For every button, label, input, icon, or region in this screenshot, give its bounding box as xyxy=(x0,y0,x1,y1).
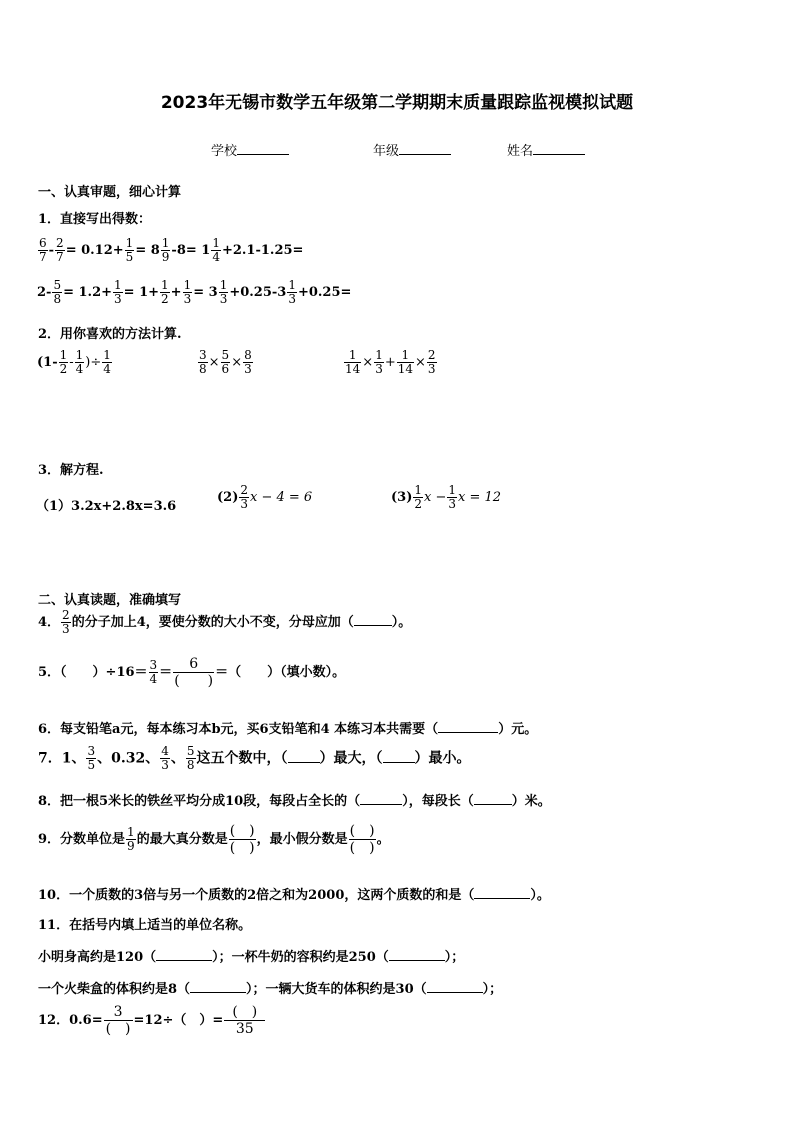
text-segment: ＝ xyxy=(159,665,173,680)
fraction xyxy=(86,745,96,772)
text-segment: 6 xyxy=(221,362,230,376)
text-segment: - xyxy=(48,243,55,258)
fraction xyxy=(38,237,48,264)
text-segment: 3 xyxy=(161,758,169,772)
text-segment: 8 xyxy=(186,758,195,772)
text-segment: 1 xyxy=(212,236,220,250)
text-segment: ）； xyxy=(482,982,503,997)
text-segment: 的最大真分数是 xyxy=(136,832,228,847)
text-segment: 2 xyxy=(161,292,169,306)
fraction xyxy=(198,349,208,376)
text-segment: × xyxy=(362,355,374,370)
text-segment: 6 xyxy=(39,236,47,250)
text-segment: 9 xyxy=(127,839,135,853)
text-segment: ( ) xyxy=(229,823,255,839)
text-segment: 5．（ ）÷16＝ xyxy=(38,665,148,680)
text-segment: x − xyxy=(424,490,447,505)
text-segment: 5 xyxy=(125,250,134,264)
fraction xyxy=(160,745,170,772)
text-segment: 、0.32、 xyxy=(97,750,160,767)
fraction-with-blank[interactable] xyxy=(173,656,214,689)
text-segment: ，最小假分数是 xyxy=(256,832,348,847)
fraction xyxy=(374,349,384,376)
fraction xyxy=(149,659,159,686)
text-segment: = 8 xyxy=(135,243,160,258)
name-blank[interactable] xyxy=(533,154,585,155)
text-segment: ）最大，（ xyxy=(319,750,383,767)
q5 xyxy=(38,656,345,689)
fraction xyxy=(160,279,170,306)
truck-unit-blank[interactable] xyxy=(427,992,483,993)
text-segment: ）；一杯牛奶的容积约是250（ xyxy=(212,950,389,965)
max-proper-fraction-blank[interactable] xyxy=(229,823,256,856)
fraction xyxy=(186,745,196,772)
text-segment: ）米。 xyxy=(511,794,551,809)
text-segment: 的分子加上4，要使分数的大小不变，分母应加（ xyxy=(71,615,354,630)
fraction xyxy=(211,237,221,264)
text-segment: = 1.2+ xyxy=(63,285,113,300)
q1-row2 xyxy=(37,279,351,306)
fraction xyxy=(243,349,253,376)
text-segment: = 1+ xyxy=(123,285,160,300)
fraction xyxy=(59,349,69,376)
text-segment: 2- xyxy=(37,285,52,300)
text-segment: -8= 1 xyxy=(171,243,211,258)
text-segment: 6 xyxy=(189,656,199,672)
text-segment: ( ) xyxy=(349,840,375,856)
text-segment: x = 12 xyxy=(458,490,502,505)
text-segment: 10．一个质数的3倍与另一个质数的2倍之和为2000，这两个质数的和是（ xyxy=(38,888,475,903)
q10-answer-blank[interactable] xyxy=(474,898,530,899)
text-segment: 1 xyxy=(448,483,456,497)
text-segment: 1 xyxy=(75,348,84,362)
text-segment: × xyxy=(208,355,220,370)
text-segment: × xyxy=(231,355,243,370)
text-segment: 4 xyxy=(161,744,169,758)
text-segment: 一个火柴盒的体积约是8（ xyxy=(38,982,191,997)
text-segment: 6．每支铅笔a元，每本练习本b元，买6支铅笔和4 本练习本共需要（ xyxy=(38,722,439,737)
section2-heading: 二、认真读题，准确填写 xyxy=(38,593,182,608)
q2-expr1 xyxy=(37,349,113,376)
milk-unit-blank[interactable] xyxy=(389,960,445,961)
text-segment: 8 xyxy=(244,348,252,362)
text-segment: × xyxy=(415,355,426,370)
text-segment: = 0.12+ xyxy=(65,243,124,258)
text-segment: ）元。 xyxy=(498,722,538,737)
text-segment: ( ) xyxy=(349,823,375,839)
q7-largest-blank[interactable] xyxy=(288,762,320,763)
text-segment: +0.25-3 xyxy=(229,285,287,300)
text-segment: 3 xyxy=(427,362,436,376)
text-segment: 1 xyxy=(219,278,228,292)
fraction xyxy=(219,279,229,306)
text-segment: 12．0.6= xyxy=(38,1013,103,1028)
text-segment: (3) xyxy=(391,490,413,505)
text-segment: 8．把一根5米长的铁丝平均分成10段，每段占全长的（ xyxy=(38,794,361,809)
q11-line2 xyxy=(38,978,502,997)
text-segment: 8 xyxy=(53,292,62,306)
text-segment: 8 xyxy=(199,362,207,376)
q8-fraction-blank[interactable] xyxy=(360,804,402,805)
fraction xyxy=(55,237,65,264)
text-segment: 3 xyxy=(288,292,296,306)
text-segment: 3 xyxy=(375,362,383,376)
text-segment: 35 xyxy=(224,1020,265,1037)
text-segment: 5 xyxy=(53,278,62,292)
height-unit-blank[interactable] xyxy=(156,960,212,961)
text-segment: 4． xyxy=(38,615,61,630)
text-segment: 14 xyxy=(345,362,361,376)
fraction xyxy=(126,826,136,853)
text-segment: + xyxy=(170,285,182,300)
grade-label: 年级 xyxy=(373,144,400,159)
page-title: 2023年无锡市数学五年级第二学期期末质量跟踪监视模拟试题 xyxy=(160,93,634,113)
text-segment: 1 xyxy=(288,278,296,292)
text-segment: ＝（ ）（填小数）。 xyxy=(215,665,346,680)
text-segment: ）； xyxy=(444,950,465,965)
q12 xyxy=(38,1004,266,1037)
text-segment: 3 xyxy=(199,348,207,362)
text-segment: 1 xyxy=(401,348,410,362)
fraction xyxy=(397,349,414,376)
text-segment: ( ) xyxy=(232,1004,258,1020)
text-segment: 1 xyxy=(125,236,134,250)
fraction xyxy=(102,349,112,376)
text-segment: 3 xyxy=(87,744,96,758)
fraction-with-blank[interactable] xyxy=(104,1004,133,1037)
text-segment: - xyxy=(69,355,74,370)
text-segment: 3 xyxy=(113,1004,123,1020)
text-segment: 1 xyxy=(414,483,422,497)
fraction xyxy=(75,349,85,376)
text-segment: 7 xyxy=(39,250,47,264)
fraction xyxy=(221,349,231,376)
school-field[interactable] xyxy=(211,140,289,159)
fraction xyxy=(52,279,62,306)
text-segment: 小明身高约是120（ xyxy=(38,950,157,965)
text-segment: 2 xyxy=(427,348,436,362)
text-segment: 3 xyxy=(448,497,456,511)
text-segment: ）最小。 xyxy=(414,750,471,767)
text-segment: 3 xyxy=(240,497,248,511)
text-segment: 7 xyxy=(56,250,64,264)
text-segment: + xyxy=(384,355,396,370)
text-segment: ）；一辆大货车的体积约是30（ xyxy=(246,982,427,997)
fraction xyxy=(287,279,297,306)
text-segment: +0.25= xyxy=(297,285,352,300)
text-segment: ）。 xyxy=(530,888,550,903)
text-segment: 3 xyxy=(244,362,252,376)
text-segment: )÷ xyxy=(85,355,102,370)
text-segment: ( ) xyxy=(174,673,214,689)
q4 xyxy=(38,609,411,636)
min-improper-fraction-blank[interactable] xyxy=(349,823,376,856)
text-segment: (2) xyxy=(217,490,239,505)
text-segment: 3 xyxy=(149,658,158,672)
text-segment: 3 xyxy=(183,292,192,306)
q3-eq1: （1）3.2x+2.8x=3.6 xyxy=(36,499,177,514)
text-segment: 1 xyxy=(183,278,192,292)
text-segment: 3 xyxy=(219,292,228,306)
q3-label: 3．解方程. xyxy=(38,463,104,478)
fraction xyxy=(183,279,193,306)
text-segment: 2 xyxy=(56,236,64,250)
text-segment: ）。 xyxy=(391,615,412,630)
text-segment: +2.1-1.25= xyxy=(221,243,304,258)
school-blank[interactable] xyxy=(237,154,289,155)
text-segment: 2 xyxy=(414,497,422,511)
fraction xyxy=(61,609,71,636)
fraction xyxy=(161,237,171,264)
text-segment: 1 xyxy=(59,348,68,362)
text-segment: =12÷（ ）= xyxy=(133,1013,224,1028)
q7 xyxy=(38,745,471,772)
q1-label: 1．直接写出得数： xyxy=(38,212,152,227)
text-segment: 1 xyxy=(161,278,169,292)
text-segment: 3 xyxy=(114,292,122,306)
text-segment: ），每段长（ xyxy=(402,794,474,809)
text-segment: 2 xyxy=(62,608,70,622)
q8-length-blank[interactable] xyxy=(474,804,512,805)
text-segment: 5 xyxy=(87,758,96,772)
q11-label: 11．在括号内填上适当的单位名称。 xyxy=(38,918,252,933)
q11-line1 xyxy=(38,946,464,965)
fraction xyxy=(344,349,361,376)
text-segment: 这五个数中，（ xyxy=(196,750,288,767)
text-segment: 5 xyxy=(221,348,230,362)
grade-blank[interactable] xyxy=(399,154,451,155)
q10 xyxy=(38,884,550,903)
text-segment: 9 xyxy=(161,250,170,264)
fraction-with-blank[interactable] xyxy=(224,1004,265,1037)
text-segment: 14 xyxy=(397,362,414,376)
fraction xyxy=(413,484,423,511)
text-segment: 1 xyxy=(161,236,170,250)
text-segment: 1 xyxy=(114,278,122,292)
text-segment: 1 xyxy=(127,825,135,839)
name-field[interactable] xyxy=(507,140,585,159)
school-label: 学校 xyxy=(211,144,238,159)
section1-heading: 一、认真审题，细心计算 xyxy=(38,185,182,200)
q2-label: 2．用你喜欢的方法计算. xyxy=(38,327,182,342)
text-segment: 2 xyxy=(59,362,68,376)
fraction xyxy=(447,484,457,511)
fraction xyxy=(239,484,249,511)
text-segment: (1- xyxy=(37,355,58,370)
fraction xyxy=(125,237,135,264)
q9 xyxy=(38,823,390,856)
text-segment: 3 xyxy=(62,622,70,636)
text-segment: 7．1、 xyxy=(38,750,86,767)
text-segment: 。 xyxy=(376,832,390,847)
q8 xyxy=(38,790,551,809)
text-segment: 4 xyxy=(212,250,220,264)
name-label: 姓名 xyxy=(507,144,534,159)
text-segment: 4 xyxy=(75,362,84,376)
text-segment: 4 xyxy=(149,672,158,686)
q3-eq3 xyxy=(391,484,501,511)
text-segment: ( ) xyxy=(229,840,255,856)
q1-row1 xyxy=(37,237,303,264)
text-segment: = 3 xyxy=(193,285,218,300)
q2-expr2 xyxy=(197,349,254,376)
text-segment: 5 xyxy=(186,744,195,758)
text-segment: 4 xyxy=(103,362,111,376)
q6-answer-blank[interactable] xyxy=(438,732,498,733)
q3-eq2 xyxy=(217,484,312,511)
q4-answer-blank[interactable] xyxy=(354,625,392,626)
q6 xyxy=(38,718,537,737)
text-segment: 、 xyxy=(170,750,185,767)
text-segment: ( ) xyxy=(105,1021,131,1037)
fraction xyxy=(113,279,123,306)
text-segment: 1 xyxy=(375,348,383,362)
text-segment: x − 4 = 6 xyxy=(250,490,313,505)
matchbox-unit-blank[interactable] xyxy=(190,992,246,993)
grade-field[interactable] xyxy=(373,140,451,159)
q7-smallest-blank[interactable] xyxy=(383,762,415,763)
q2-expr3 xyxy=(343,349,438,376)
text-segment: 9．分数单位是 xyxy=(38,832,126,847)
text-segment: 2 xyxy=(240,483,248,497)
text-segment: 1 xyxy=(348,348,357,362)
fraction xyxy=(427,349,437,376)
text-segment: 1 xyxy=(103,348,111,362)
